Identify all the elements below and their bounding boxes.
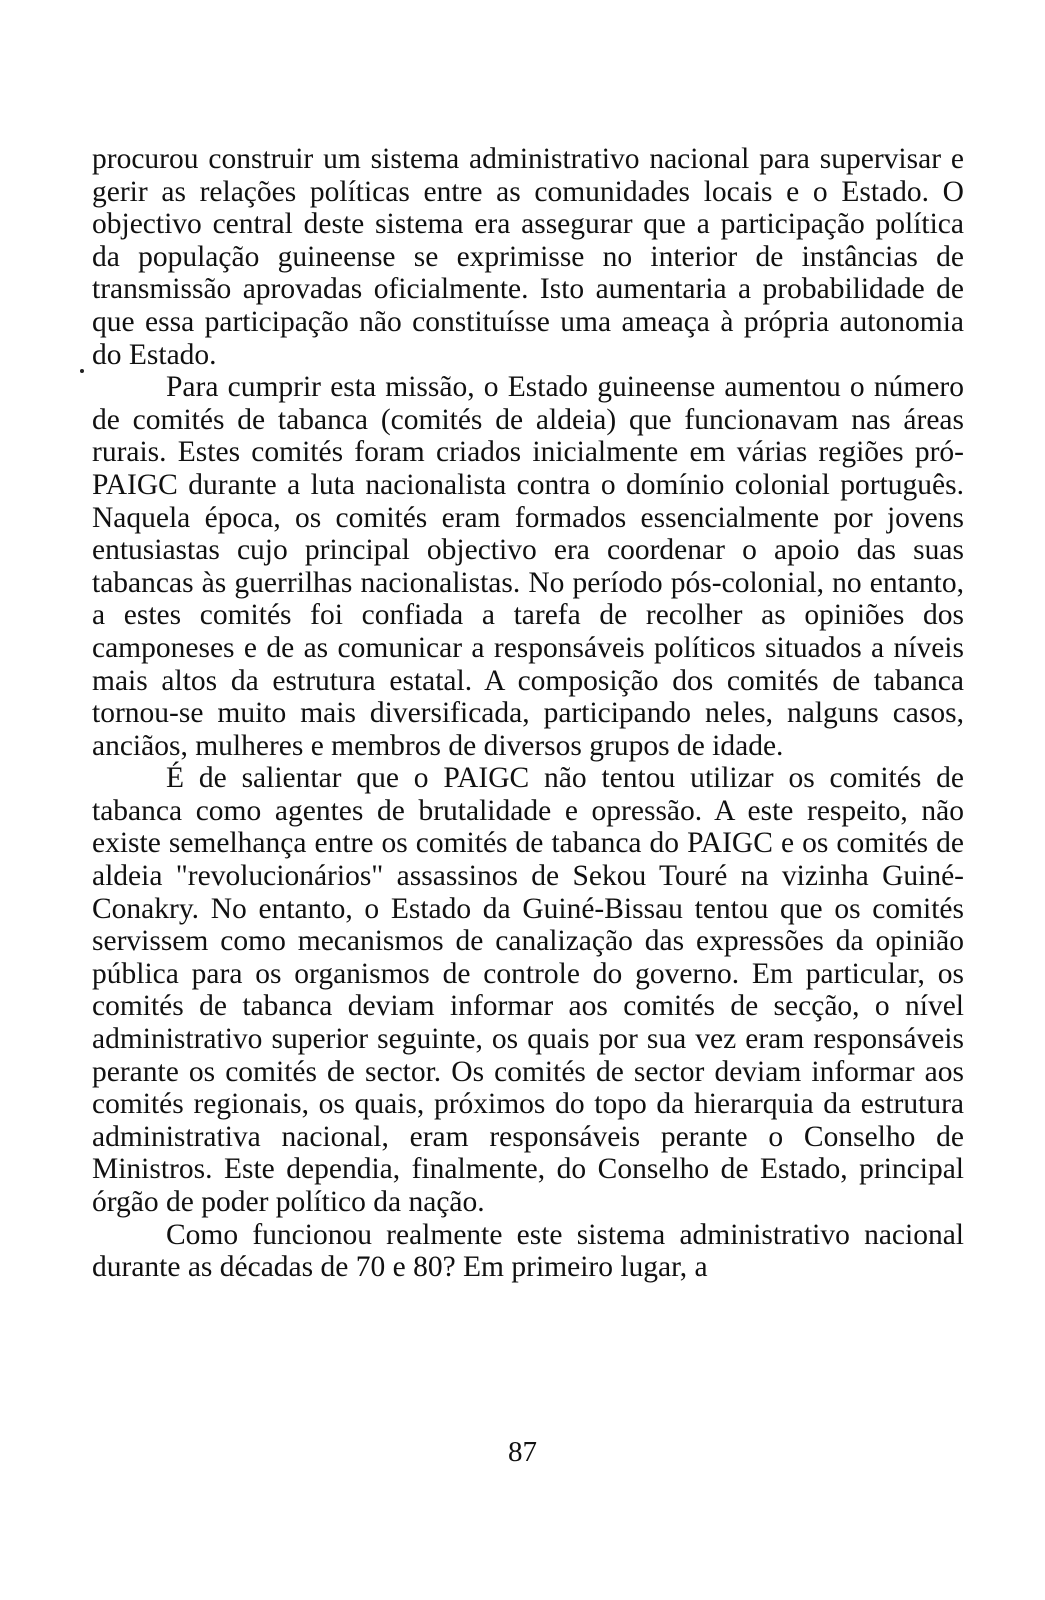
body-text	[92, 143, 964, 1284]
paragraph-continuation: procurou construir um sistema administrativo nacional para supervisar e gerir as relações políticas entre as comunidades locais e o Estado. O objectivo central deste sistema era assegurar que a participação política da população guineense se exprimisse no interior de instâncias de transmissão aprovadas oficialmente. Isto aumentaria a probabilidade de que essa participação não constituísse uma ameaça à própria autonomia do Estado.	[92, 143, 964, 371]
paragraph: É de salientar que o PAIGC não tentou utilizar os comités de tabanca como agentes de brutalidade e opressão. A este respeito, não existe semelhança entre os comités de tabanca do PAIGC e os comités de aldeia "revolucionários" assassinos de Sekou Touré na vizinha Guiné-Conakry. No entanto, o Estado da Guiné-Bissau tentou que os comités servissem como mecanismos de canalização das expressões da opinião pública para os organismos de controle do governo. Em particular, os comités de tabanca deviam informar aos comités de secção, o nível administrativo superior seguinte, os quais por sua vez eram responsáveis perante os comités de sector. Os comités de sector deviam informar aos comités regionais, os quais, próximos do topo da hierarquia da estrutura administrativa nacional, eram responsáveis perante o Conselho de Ministros. Este dependia, finalmente, do Conselho de Estado, principal órgão de poder político da nação.	[92, 762, 964, 1218]
page-number: 87	[508, 1436, 537, 1468]
paragraph: Como funcionou realmente este sistema administrativo nacional durante as décadas de 70 e 80? Em primeiro lugar, a	[92, 1218, 964, 1284]
margin-mark	[80, 369, 84, 373]
paragraph: Para cumprir esta missão, o Estado guineense aumentou o número de comités de tabanca (comités de aldeia) que funcionavam nas áreas rurais. Estes comités foram criados inicialmente em várias regiões pró-PAIGC durante a luta nacionalista contra o domínio colonial português. Naquela época, os comités eram formados essencialmente por jovens entusiastas cujo principal objectivo era coordenar o apoio das suas tabancas às guerrilhas nacionalistas. No período pós-colonial, no entanto, a estes comités foi confiada a tarefa de recolher as opiniões dos camponeses e de as comunicar a responsáveis políticos situados a níveis mais altos da estrutura estatal. A composição dos comités de tabanca tornou-se muito mais diversificada, participando neles, nalguns casos, anciãos, mulheres e membros de diversos grupos de idade.	[92, 371, 964, 762]
